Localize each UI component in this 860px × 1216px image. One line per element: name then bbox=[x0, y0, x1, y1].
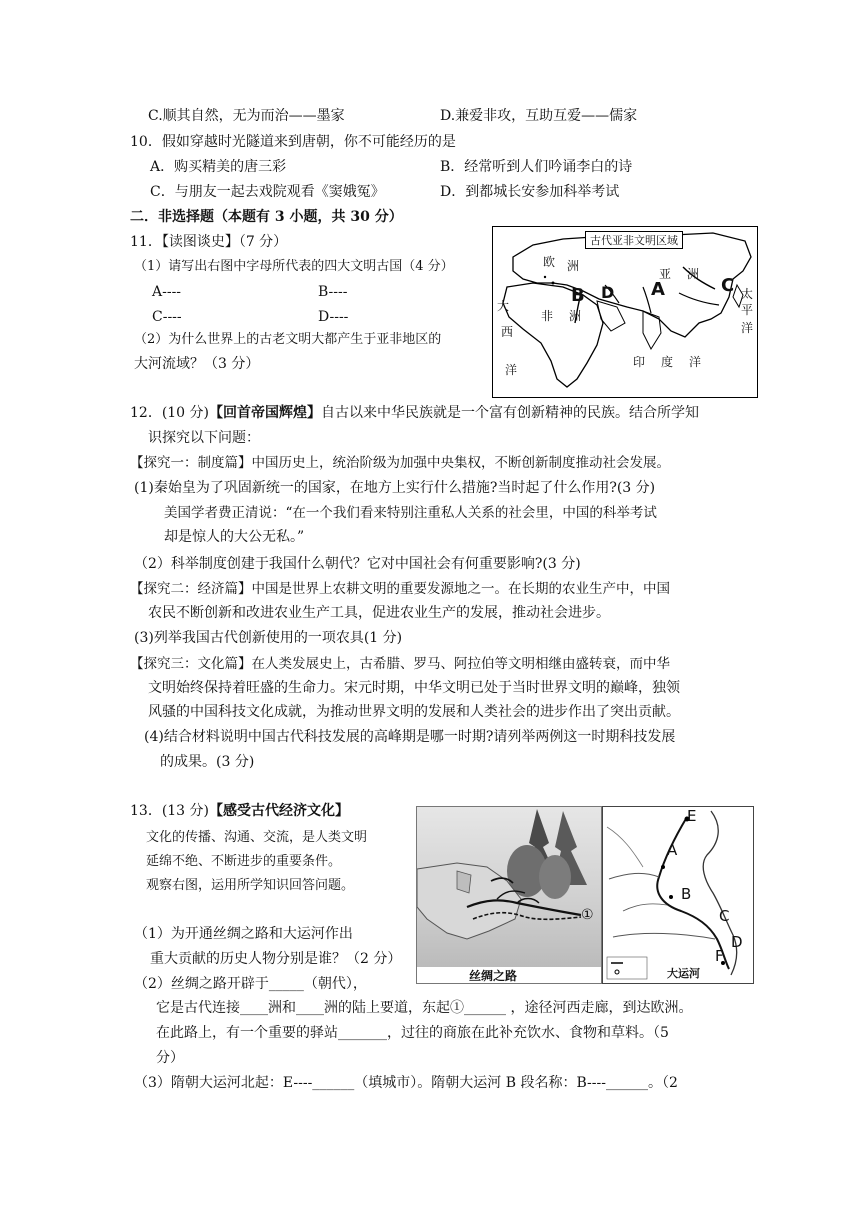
map-letter-c: C bbox=[721, 275, 735, 296]
q12-quote-line1: 美国学者费正清说：“在一个我们看来特别注重私人关系的社会里，中国的科举考试 bbox=[164, 505, 657, 521]
q13-part2-line1: （2）丝绸之路开辟于_____（朝代）， bbox=[134, 976, 367, 992]
canal-letter-f: F bbox=[715, 947, 724, 965]
map-label: 度 bbox=[661, 355, 674, 369]
q10-option-a: A．购买精美的唐三彩 bbox=[150, 159, 287, 175]
q12-score: 12．(10 分) bbox=[130, 405, 210, 421]
q12-question4-line1: (4)结合材料说明中国古代科技发展的高峰期是哪一时期?请列举两例这一时期科技发展 bbox=[144, 729, 676, 745]
map-label: 洲 bbox=[687, 267, 700, 281]
q13-intro-line2: 延绵不绝、不断进步的重要条件。 bbox=[146, 854, 342, 869]
canal-letter-a: A bbox=[667, 841, 678, 859]
indus-river bbox=[643, 287, 651, 313]
map-label: 太 bbox=[741, 287, 754, 301]
q12-intro: 自古以来中华民族就是一个富有创新精神的民族。结合所学知 bbox=[321, 405, 700, 421]
map-label: 亚 bbox=[659, 267, 672, 281]
q12-theme: 【回首帝国辉煌】 bbox=[209, 405, 322, 421]
grand-canal-graphic bbox=[603, 807, 753, 983]
q11-part2a: （2）为什么世界上的古老文明大都产生于亚非地区的 bbox=[134, 332, 442, 347]
q12-title bbox=[130, 403, 699, 423]
silk-road-graphic bbox=[417, 807, 601, 967]
q13-intro-line1: 文化的传播、沟通、交流，是人类文明 bbox=[146, 830, 368, 845]
q13-intro-line3: 观察右图，运用所学知识回答问题。 bbox=[146, 878, 355, 893]
q11-blank-b: B---- bbox=[318, 284, 348, 300]
map-label: 平 bbox=[741, 303, 754, 317]
q13-part3: （3）隋朝大运河北起：E----______（填城市）。隋朝大运河 B 段名称：B----______。（2 bbox=[134, 1075, 678, 1091]
map-label: 大 bbox=[497, 299, 510, 313]
map-label: 洲 bbox=[567, 259, 580, 273]
map-label: 非 bbox=[541, 309, 554, 323]
grand-canal-map bbox=[602, 806, 754, 984]
q9-option-c: C.顺其自然，无为而治——墨家 bbox=[148, 108, 345, 124]
q12-explore3-line1: 【探究三：文化篇】在人类发展史上，古希腊、罗马、阿拉伯等文明相继由盛转衰，而中华 bbox=[130, 656, 670, 672]
map-label: 洋 bbox=[689, 355, 702, 369]
q12-explore2-line1: 【探究二：经济篇】中国是世界上农耕文明的重要发源地之一。在长期的农业生产中，中国 bbox=[130, 581, 670, 597]
map-letter-b: B bbox=[571, 285, 585, 306]
q11-blank-c: C---- bbox=[152, 309, 182, 325]
q13-part1-line2: 重大贡献的历史人物分别是谁？（2 分） bbox=[150, 951, 402, 967]
q13-title bbox=[130, 801, 349, 821]
map-label: 洲 bbox=[569, 309, 582, 323]
q13-theme: 【感受古代经济文化】 bbox=[209, 803, 350, 819]
q13-part2-line2: 它是古代连接____洲和____洲的陆上要道，东起①______ ，途径河西走廊，到达欧洲。 bbox=[156, 1000, 693, 1016]
q10-option-d: D．到都城长安参加科举考试 bbox=[440, 184, 620, 200]
canal-letter-e: E bbox=[687, 807, 697, 825]
q13-part2-line3: 在此路上，有一个重要的驿站_______，过往的商旅在此补充饮水、食物和草料。（5 bbox=[156, 1025, 669, 1041]
q12-explore3-line2: 文明始终保持着旺盛的生命力。宋元时期，中华文明已处于当时世界文明的巅峰，独领 bbox=[148, 680, 680, 696]
map-label: 洋 bbox=[505, 363, 518, 377]
q12-intro-cont: 识探究以下问题： bbox=[148, 430, 260, 446]
grand-canal-caption: 大运河 bbox=[667, 967, 700, 980]
map-label: 欧 bbox=[543, 255, 556, 269]
q12-question1: (1)秦始皇为了巩固新统一的国家，在地方上实行什么措施?当时起了什么作用?(3 分) bbox=[134, 480, 656, 496]
map-title: 古代亚非文明区域 bbox=[585, 231, 683, 249]
section-heading: 二．非选择题（本题有 3 小题，共 30 分） bbox=[130, 209, 403, 225]
q9-option-d: D.兼爱非攻，互助互爱——儒家 bbox=[440, 108, 638, 124]
canal-letter-c: C bbox=[719, 907, 730, 925]
silk-road-map bbox=[416, 806, 602, 984]
q12-explore1: 【探究一：制度篇】中国历史上，统治阶级为加强中央集权，不断创新制度推动社会发展。 bbox=[130, 455, 670, 471]
map-letter-a: A bbox=[651, 279, 665, 300]
q12-explore3-line3: 风骚的中国科技文化成就，为推动世界文明的发展和人类社会的进步作出了突出贡献。 bbox=[148, 704, 680, 720]
q10-stem: 10．假如穿越时光隧道来到唐朝，你不可能经历的是 bbox=[130, 134, 456, 150]
silk-road-caption: 丝绸之路 bbox=[469, 969, 518, 983]
map-label: 印 bbox=[633, 355, 646, 369]
q10-option-b: B．经常听到人们吟诵李白的诗 bbox=[440, 159, 633, 175]
q11-part2b: 大河流域？（3 分） bbox=[134, 356, 260, 372]
q13-part2-line4: 分） bbox=[156, 1050, 184, 1066]
q11-title: 11．【读图谈史】（7 分） bbox=[130, 234, 288, 250]
q12-question3: (3)列举我国古代创新使用的一项农具(1 分) bbox=[134, 630, 403, 646]
q12-explore2-line2: 农民不断创新和改进农业生产工具，促进农业生产的发展，推动社会进步。 bbox=[148, 605, 610, 621]
canal-letter-d: D bbox=[731, 933, 743, 951]
q12-quote-line2: 却是惊人的大公无私。” bbox=[164, 529, 305, 545]
q10-option-c: C．与朋友一起去戏院观看《窦娥冤》 bbox=[150, 184, 385, 200]
world-map-graphic bbox=[493, 227, 757, 397]
q12-question4-line2: 的成果。(3 分) bbox=[160, 754, 255, 770]
canal-letter-b: B bbox=[681, 885, 692, 903]
q11-part1: （1）请写出右图中字母所代表的四大文明古国（4 分） bbox=[134, 259, 454, 274]
ancient-civilizations-map bbox=[492, 226, 758, 398]
q13-part1-line1: （1）为开通丝绸之路和大运河作出 bbox=[134, 926, 353, 942]
map-label: 洋 bbox=[741, 321, 754, 335]
q13-score: 13．(13 分) bbox=[130, 803, 210, 819]
q11-blank-d: D---- bbox=[318, 309, 349, 325]
q11-blank-a: A---- bbox=[152, 284, 182, 300]
q12-question2: （2）科举制度创建于我国什么朝代？它对中国社会有何重要影响?(3 分) bbox=[134, 556, 581, 572]
silk-road-marker: ① bbox=[581, 907, 594, 923]
map-label: 西 bbox=[501, 325, 514, 339]
map-letter-d: D bbox=[601, 283, 615, 302]
yangtze-river bbox=[679, 293, 719, 305]
